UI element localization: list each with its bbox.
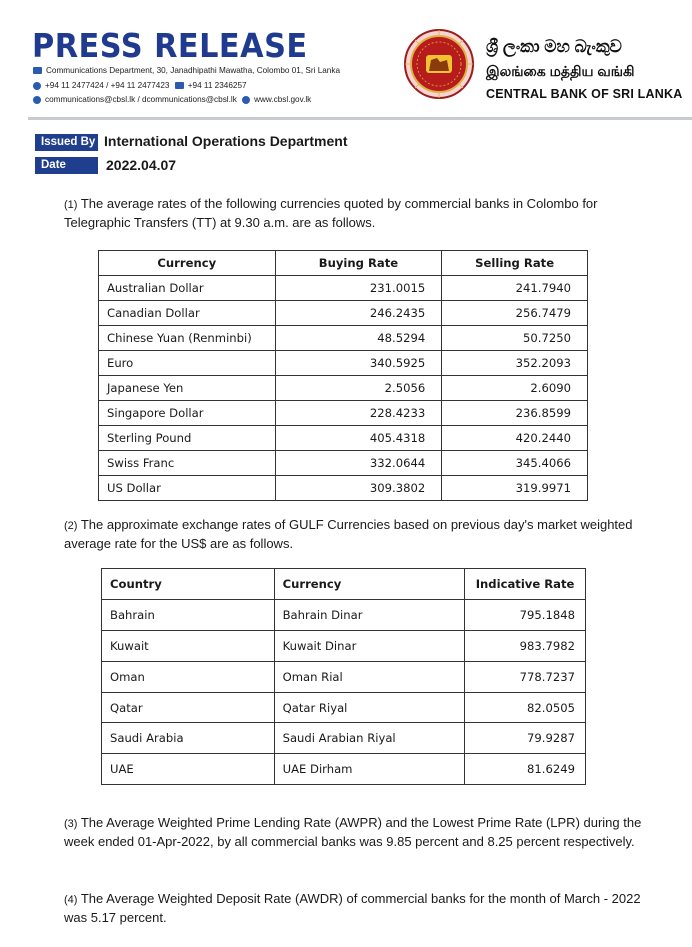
- page-header: [0, 0, 692, 118]
- currency-cell: Kuwait Dinar: [274, 630, 465, 661]
- gulf-rates-table: [101, 568, 586, 785]
- currency-cell: Singapore Dollar: [99, 401, 276, 426]
- paragraph-2: [64, 516, 654, 552]
- currency-cell: Swiss Franc: [99, 451, 276, 476]
- table-row: [102, 630, 586, 661]
- currency-cell: Bahrain Dinar: [274, 599, 465, 630]
- country-cell: Kuwait: [102, 630, 275, 661]
- table-row: [99, 376, 588, 401]
- currency-cell: Qatar Riyal: [274, 692, 465, 723]
- currency-cell: Saudi Arabian Riyal: [274, 723, 465, 754]
- cbsl-seal-logo: [404, 27, 474, 101]
- email-line: [33, 95, 311, 104]
- currency-cell: Japanese Yen: [99, 376, 276, 401]
- table-row: [99, 451, 588, 476]
- column-header: Selling Rate: [442, 251, 588, 276]
- phone-icon: [33, 82, 41, 90]
- buying-rate-cell: 228.4233: [275, 401, 442, 426]
- issued-by-label: Issued By: [35, 134, 98, 151]
- column-header: Currency: [274, 569, 465, 600]
- buying-rate-cell: 340.5925: [275, 351, 442, 376]
- phone-text: +94 11 2477424 / +94 11 2477423: [45, 81, 170, 90]
- mail-icon: [33, 67, 42, 74]
- header-divider: [28, 117, 692, 120]
- buying-rate-cell: 48.5294: [275, 326, 442, 351]
- paragraph-3: [64, 814, 654, 850]
- issued-by-value: International Operations Department: [104, 133, 348, 149]
- date-value: 2022.04.07: [106, 157, 177, 173]
- buying-rate-cell: 2.5056: [275, 376, 442, 401]
- paragraph-1: [64, 195, 654, 231]
- country-cell: Oman: [102, 661, 275, 692]
- indicative-rate-cell: 82.0505: [465, 692, 586, 723]
- selling-rate-cell: 241.7940: [442, 276, 588, 301]
- fax-icon: [175, 82, 184, 89]
- bank-name-english: CENTRAL BANK OF SRI LANKA: [486, 87, 683, 101]
- email-text: communications@cbsl.lk / dcommunications@cbsl.lk: [45, 95, 237, 104]
- paragraph-2-text: The approximate exchange rates of GULF Currencies based on previous day's market weighted average rate for the US$ are as follows.: [64, 517, 633, 551]
- currency-cell: Chinese Yuan (Renminbi): [99, 326, 276, 351]
- fax-text: +94 11 2346257: [187, 81, 247, 90]
- bank-name-sinhala: ශ්‍රී ලංකා මහ බැංකුව: [486, 37, 622, 56]
- table-row: [99, 326, 588, 351]
- address-text: Communications Department, 30, Janadhipathi Mawatha, Colombo 01, Sri Lanka: [46, 66, 340, 75]
- buying-rate-cell: 309.3802: [275, 476, 442, 501]
- selling-rate-cell: 352.2093: [442, 351, 588, 376]
- selling-rate-cell: 420.2440: [442, 426, 588, 451]
- selling-rate-cell: 236.8599: [442, 401, 588, 426]
- buying-rate-cell: 405.4318: [275, 426, 442, 451]
- paragraph-3-text: The Average Weighted Prime Lending Rate (AWPR) and the Lowest Prime Rate (LPR) during the week ended 01-Apr-2022, by all commercial banks was 9.85 percent and 8.25 percent respectively.: [64, 815, 642, 849]
- currency-cell: Canadian Dollar: [99, 301, 276, 326]
- table-row: [99, 276, 588, 301]
- paragraph-4: [64, 890, 654, 926]
- indicative-rate-cell: 81.6249: [465, 754, 586, 785]
- paragraph-3-number: (3): [64, 818, 78, 830]
- table-row: [102, 723, 586, 754]
- paragraph-2-number: (2): [64, 520, 78, 532]
- table-row: [99, 301, 588, 326]
- selling-rate-cell: 319.9971: [442, 476, 588, 501]
- indicative-rate-cell: 795.1848: [465, 599, 586, 630]
- table-row: [102, 754, 586, 785]
- date-label: Date: [35, 157, 98, 174]
- table-row: [102, 599, 586, 630]
- table-row: [99, 351, 588, 376]
- currency-cell: Oman Rial: [274, 661, 465, 692]
- paragraph-4-number: (4): [64, 894, 78, 906]
- indicative-rate-cell: 79.9287: [465, 723, 586, 754]
- currency-cell: Australian Dollar: [99, 276, 276, 301]
- selling-rate-cell: 256.7479: [442, 301, 588, 326]
- website-link[interactable]: www.cbsl.gov.lk: [254, 95, 312, 104]
- buying-rate-cell: 231.0015: [275, 276, 442, 301]
- address-line: [33, 66, 340, 75]
- currency-cell: UAE Dirham: [274, 754, 465, 785]
- indicative-rate-cell: 983.7982: [465, 630, 586, 661]
- indicative-rate-cell: 778.7237: [465, 661, 586, 692]
- country-cell: Qatar: [102, 692, 275, 723]
- table-header-row: [102, 569, 586, 600]
- paragraph-4-text: The Average Weighted Deposit Rate (AWDR) of commercial banks for the month of March - 2022 was 5.17 percent.: [64, 891, 641, 925]
- phone-line: [33, 81, 247, 90]
- paragraph-1-text: The average rates of the following currencies quoted by commercial banks in Colombo for Telegraphic Transfers (TT) at 9.30 a.m. are as follows.: [64, 196, 598, 230]
- table-row: [102, 661, 586, 692]
- buying-rate-cell: 246.2435: [275, 301, 442, 326]
- currency-cell: Euro: [99, 351, 276, 376]
- column-header: Currency: [99, 251, 276, 276]
- table-header-row: [99, 251, 588, 276]
- paragraph-1-number: (1): [64, 199, 78, 211]
- currency-cell: US Dollar: [99, 476, 276, 501]
- table-row: [99, 401, 588, 426]
- currency-cell: Sterling Pound: [99, 426, 276, 451]
- table-row: [99, 476, 588, 501]
- selling-rate-cell: 2.6090: [442, 376, 588, 401]
- selling-rate-cell: 345.4066: [442, 451, 588, 476]
- press-release-title: PRESS RELEASE: [32, 26, 308, 65]
- column-header: Indicative Rate: [465, 569, 586, 600]
- table-row: [99, 426, 588, 451]
- country-cell: Bahrain: [102, 599, 275, 630]
- column-header: Country: [102, 569, 275, 600]
- buying-rate-cell: 332.0644: [275, 451, 442, 476]
- table-row: [102, 692, 586, 723]
- selling-rate-cell: 50.7250: [442, 326, 588, 351]
- country-cell: Saudi Arabia: [102, 723, 275, 754]
- bank-name-tamil: இலங்கை மத்திய வங்கி: [486, 63, 635, 79]
- column-header: Buying Rate: [275, 251, 442, 276]
- globe-icon: [242, 96, 250, 104]
- tt-rates-table: [98, 250, 588, 501]
- at-icon: [33, 96, 41, 104]
- country-cell: UAE: [102, 754, 275, 785]
